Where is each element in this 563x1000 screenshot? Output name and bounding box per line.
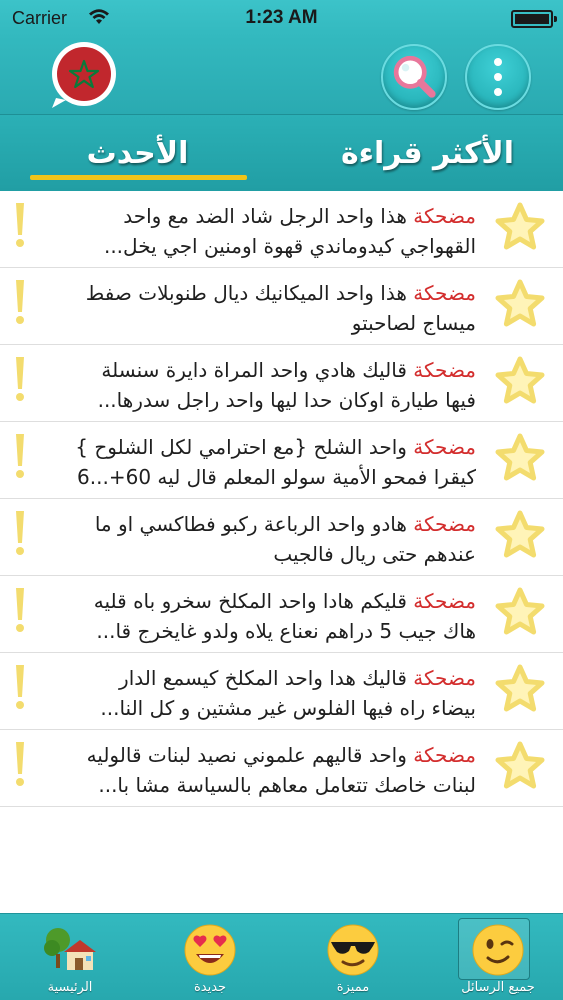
- report-exclamation-icon[interactable]: [14, 588, 26, 634]
- status-time: 1:23 AM: [245, 7, 318, 28]
- tabbar-item-new[interactable]: [160, 914, 260, 1000]
- category-label: مضحكة: [413, 589, 476, 613]
- list-item[interactable]: [0, 653, 563, 730]
- list-fade: [0, 813, 563, 824]
- favorite-star-icon[interactable]: [494, 432, 546, 484]
- category-label: مضحكة: [413, 435, 476, 459]
- category-label: مضحكة: [413, 743, 476, 767]
- category-label: مضحكة: [413, 204, 476, 228]
- report-exclamation-icon[interactable]: [14, 203, 26, 249]
- favorite-star-icon[interactable]: [494, 586, 546, 638]
- category-label: مضحكة: [413, 281, 476, 305]
- tabbar-item-all-messages[interactable]: [448, 914, 548, 1000]
- message-preview: مضحكة قليكم هادا واحد المكلخ سخرو باه قليه هاك جيب 5 دراهم نعناع يلاه ولدو غايخرج قا...: [93, 589, 476, 643]
- battery-icon: [511, 10, 553, 28]
- winking-emoji-icon: [470, 922, 526, 978]
- list-item[interactable]: [0, 422, 563, 499]
- carrier-label: Carrier: [12, 8, 68, 28]
- morocco-flag-chat-bubble-icon[interactable]: [46, 40, 120, 110]
- favorite-star-icon[interactable]: [494, 278, 546, 330]
- tabbar-label: جميع الرسائل: [461, 980, 535, 995]
- favorite-star-icon[interactable]: [494, 740, 546, 792]
- message-preview: مضحكة واحد الشلح {مع احترامي لكل الشلوح } كيقرا فمحو الأمية سولو المعلم قال ليه 60+...6: [75, 435, 476, 489]
- message-preview: مضحكة واحد قاليهم علموني نصيد لبنات قالوليه لبنات خاصك تتعامل معاهم بالسياسة مشا با...: [86, 743, 476, 797]
- category-label: مضحكة: [413, 358, 476, 382]
- messages-list[interactable]: [0, 191, 563, 824]
- tab-latest[interactable]: الأحدث: [86, 136, 189, 171]
- tab-selection-indicator: [30, 175, 247, 180]
- sunglasses-emoji-icon: [325, 922, 381, 978]
- list-item[interactable]: [0, 730, 563, 807]
- favorite-star-icon[interactable]: [494, 355, 546, 407]
- menu-button[interactable]: [465, 44, 531, 110]
- tabbar-item-featured[interactable]: [303, 914, 403, 1000]
- list-item[interactable]: [0, 499, 563, 576]
- report-exclamation-icon[interactable]: [14, 742, 26, 788]
- bottom-tab-bar: [0, 913, 563, 1000]
- message-preview: مضحكة هادو واحد الرباعة ركبو فطاكسي او ما عندهم حتى ريال فالجيب: [94, 512, 476, 566]
- status-bar: [0, 0, 563, 36]
- tabbar-item-home[interactable]: [20, 914, 120, 1000]
- category-label: مضحكة: [413, 512, 476, 536]
- message-preview: مضحكة قاليك هادي واحد المراة دايرة سنسلة فيها طيارة اوكان حدا ليها واحد راجل سدرها...: [97, 358, 476, 412]
- favorite-star-icon[interactable]: [494, 663, 546, 715]
- tabbar-label: جديدة: [193, 980, 227, 995]
- report-exclamation-icon[interactable]: [14, 280, 26, 326]
- report-exclamation-icon[interactable]: [14, 665, 26, 711]
- house-tree-icon: [42, 922, 98, 978]
- list-item[interactable]: [0, 191, 563, 268]
- list-item[interactable]: [0, 268, 563, 345]
- search-button[interactable]: [381, 44, 447, 110]
- vertical-dots-icon: [494, 58, 502, 96]
- message-preview: مضحكة هذا واحد الميكانيك ديال طنوبلات صفط ميساج لصاحبتو: [85, 281, 476, 335]
- favorite-star-icon[interactable]: [494, 201, 546, 253]
- list-item[interactable]: [0, 345, 563, 422]
- magnifier-icon: [383, 46, 445, 108]
- heart-eyes-emoji-icon: [182, 922, 238, 978]
- tabbar-label: مميزة: [336, 980, 370, 995]
- app-header: [0, 36, 563, 114]
- tab-most-read[interactable]: الأكثر قراءة: [340, 136, 515, 171]
- report-exclamation-icon[interactable]: [14, 434, 26, 480]
- report-exclamation-icon[interactable]: [14, 357, 26, 403]
- category-label: مضحكة: [413, 666, 476, 690]
- message-preview: مضحكة هذا واحد الرجل شاد الضد مع واحد القهواجي كيدوماندي قهوة اومنين اجي يخل...: [103, 204, 476, 258]
- list-item[interactable]: [0, 576, 563, 653]
- favorite-star-icon[interactable]: [494, 509, 546, 561]
- tabbar-label: الرئيسية: [47, 980, 93, 995]
- message-preview: مضحكة قاليك هدا واحد المكلخ كيسمع الدار بيضاء راه فيها الفلوس غير مشتين و كل النا...: [100, 666, 476, 720]
- report-exclamation-icon[interactable]: [14, 511, 26, 557]
